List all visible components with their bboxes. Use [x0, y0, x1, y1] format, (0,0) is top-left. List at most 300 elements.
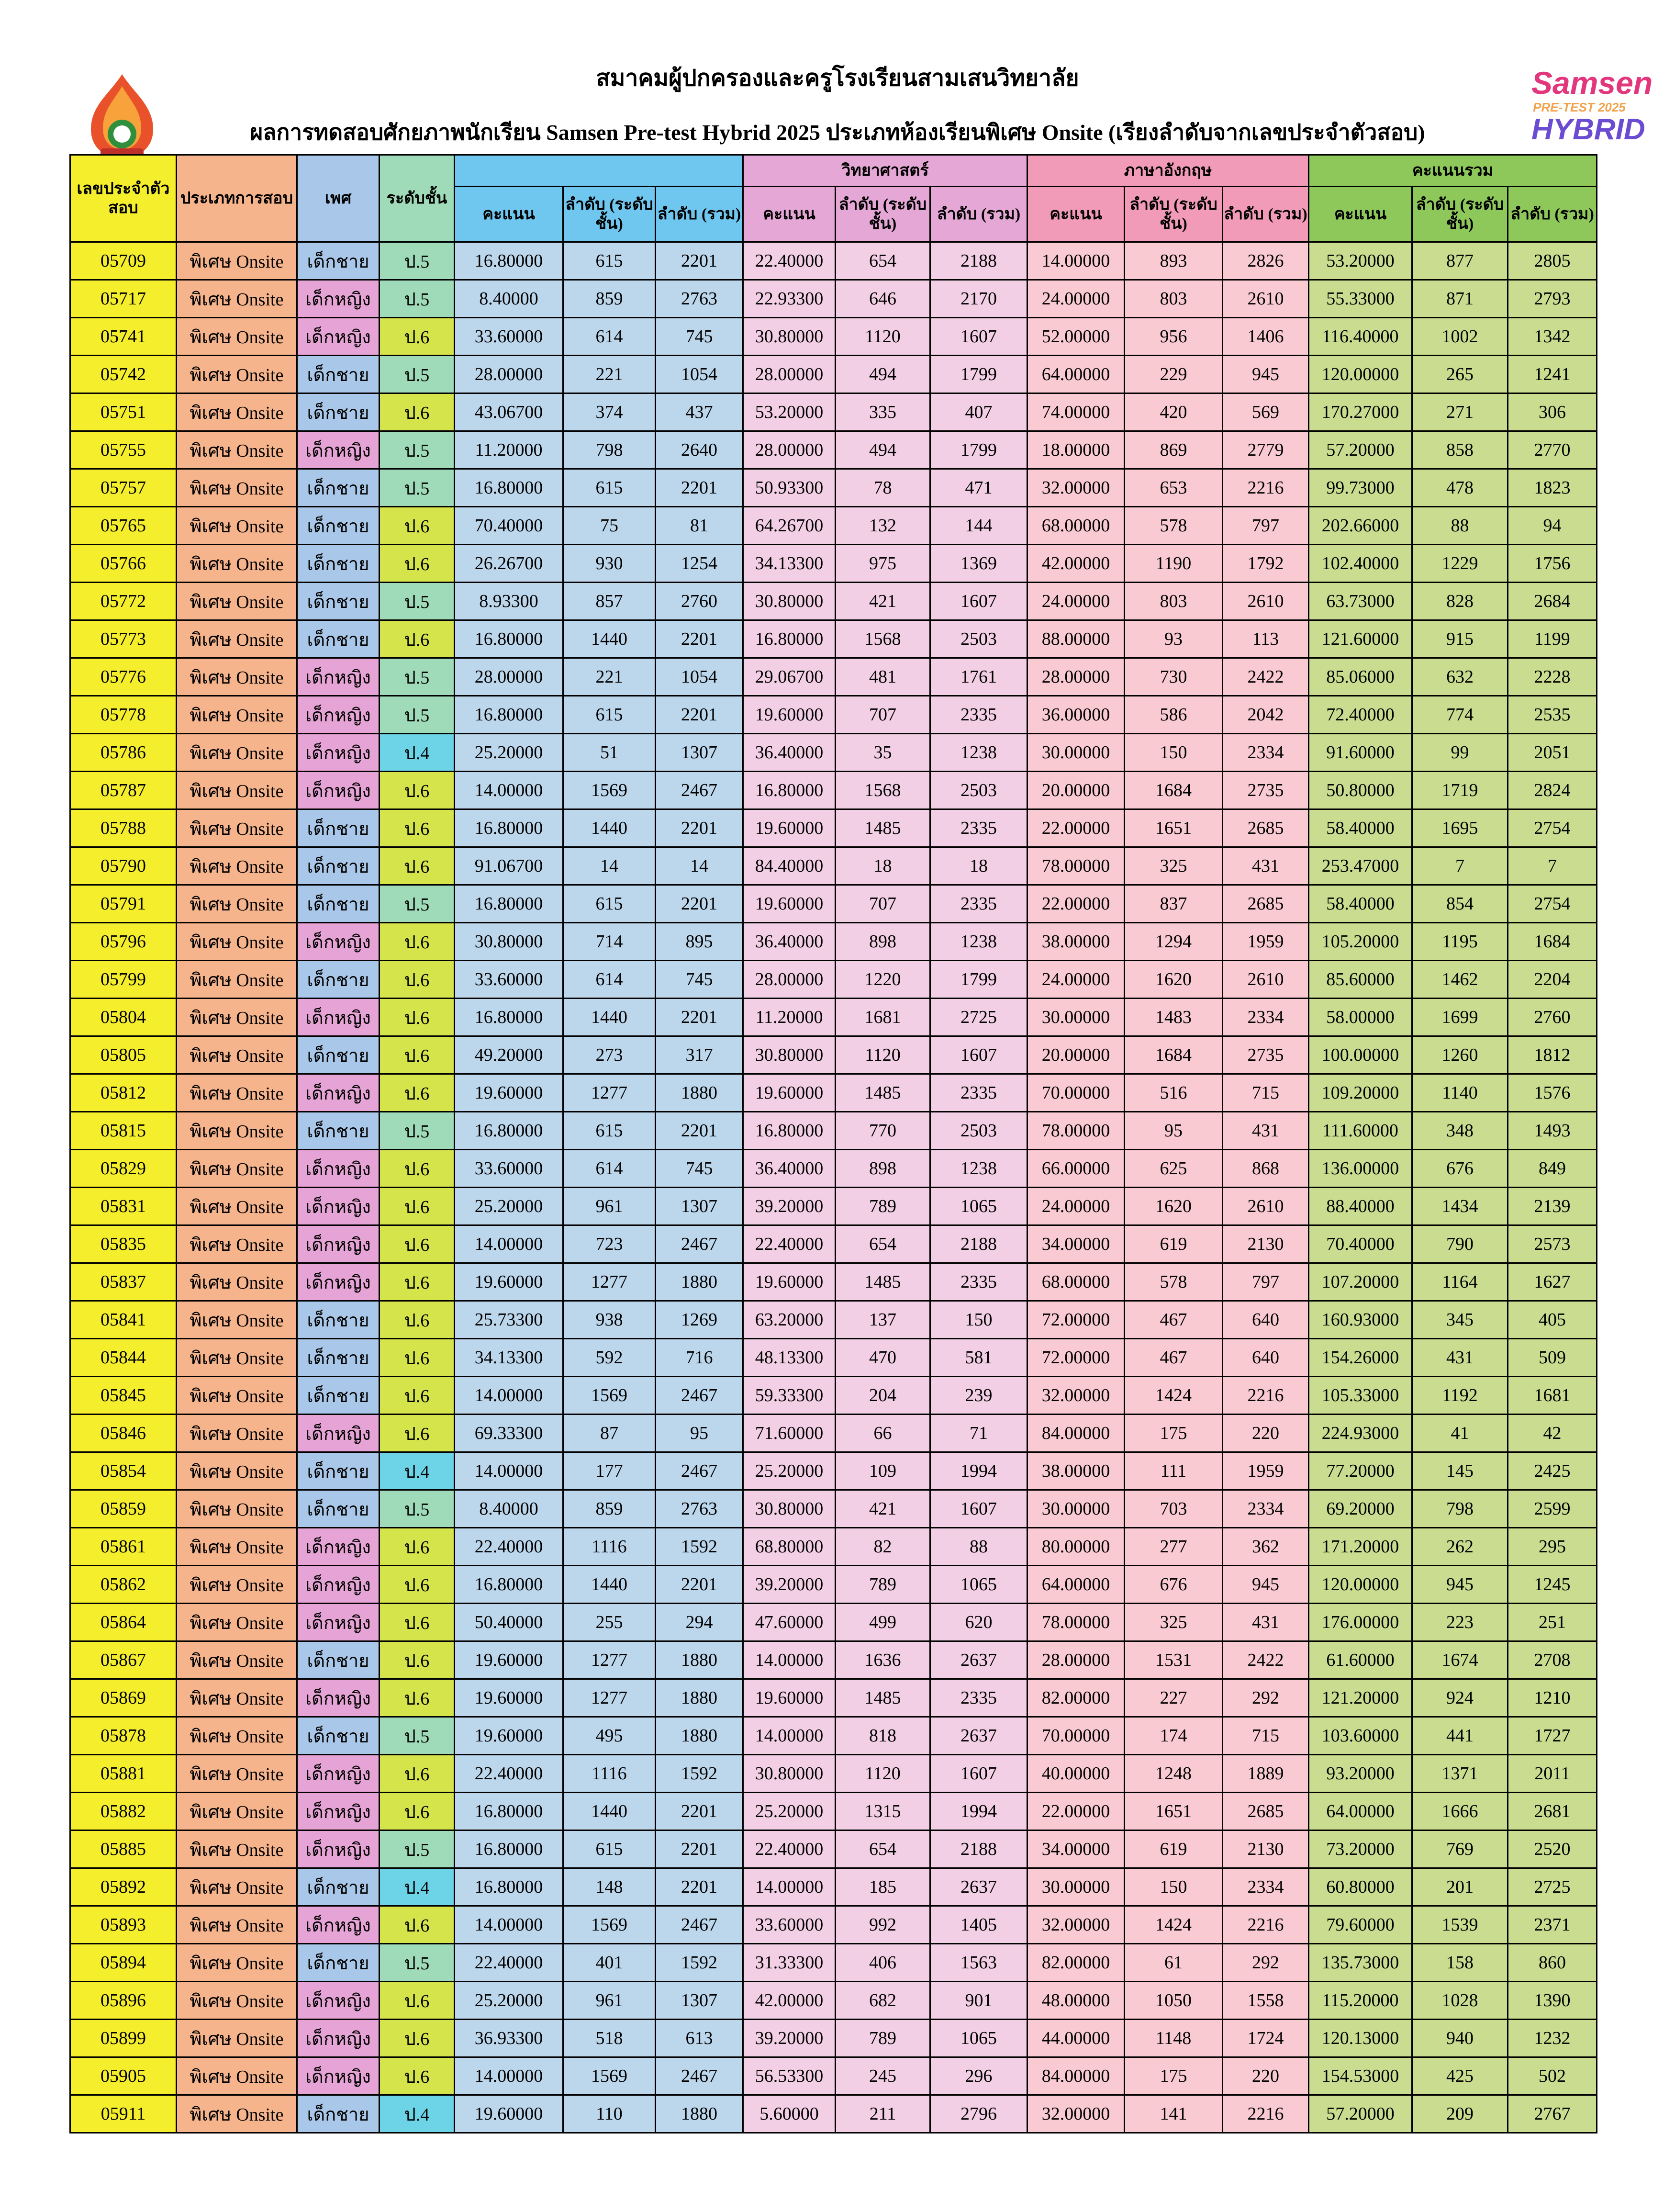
cell-science-score: 22.40000 — [743, 242, 836, 280]
cell-science-rank-total: 2503 — [930, 772, 1027, 809]
cell-exam-type: พิเศษ Onsite — [177, 1641, 297, 1679]
cell-gender: เด็กชาย — [297, 1641, 380, 1679]
cell-total-rank-total: 2805 — [1508, 242, 1597, 280]
cell-science-rank-total: 71 — [930, 1415, 1027, 1452]
cell-science-rank-total: 2335 — [930, 885, 1027, 923]
cell-total-score: 55.33000 — [1309, 280, 1412, 318]
header-science-rank-total: ลำดับ (รวม) — [930, 187, 1027, 242]
cell-science-rank-total: 239 — [930, 1377, 1027, 1415]
cell-total-rank-level: 1371 — [1412, 1755, 1508, 1793]
cell-math-rank-total: 2201 — [656, 696, 743, 734]
cell-english-rank-total: 292 — [1223, 1944, 1309, 1982]
cell-total-rank-total: 2204 — [1508, 961, 1597, 999]
cell-math-rank-level: 1440 — [563, 999, 656, 1036]
cell-science-score: 19.60000 — [743, 696, 836, 734]
cell-total-rank-level: 209 — [1412, 2095, 1508, 2133]
header-gender: เพศ — [297, 155, 380, 242]
cell-math-rank-total: 2763 — [656, 280, 743, 318]
cell-science-rank-level: 421 — [836, 583, 930, 620]
cell-total-rank-total: 1576 — [1508, 1074, 1597, 1112]
cell-gender: เด็กชาย — [297, 620, 380, 658]
cell-math-rank-total: 2467 — [656, 1452, 743, 1490]
cell-total-rank-level: 877 — [1412, 242, 1508, 280]
cell-math-rank-total: 2201 — [656, 999, 743, 1036]
cell-total-rank-level: 1539 — [1412, 1906, 1508, 1944]
cell-science-rank-level: 66 — [836, 1415, 930, 1452]
cell-total-score: 73.20000 — [1309, 1830, 1412, 1868]
cell-math-rank-level: 714 — [563, 923, 656, 961]
cell-total-rank-level: 425 — [1412, 2057, 1508, 2095]
cell-level: ป.6 — [380, 2057, 455, 2095]
cell-math-score: 16.80000 — [455, 242, 563, 280]
cell-science-score: 47.60000 — [743, 1604, 836, 1641]
cell-total-rank-total: 849 — [1508, 1150, 1597, 1188]
cell-total-rank-level: 1699 — [1412, 999, 1508, 1036]
header-level: ระดับชั้น — [380, 155, 455, 242]
cell-english-score: 32.00000 — [1027, 1906, 1125, 1944]
cell-gender: เด็กชาย — [297, 1339, 380, 1377]
cell-exam-id: 05861 — [70, 1528, 177, 1566]
cell-exam-id: 05766 — [70, 545, 177, 583]
cell-english-score: 70.00000 — [1027, 1717, 1125, 1755]
table-row — [70, 1452, 1597, 1490]
cell-total-rank-level: 798 — [1412, 1490, 1508, 1528]
cell-level: ป.5 — [380, 885, 455, 923]
cell-math-score: 8.40000 — [455, 1490, 563, 1528]
cell-gender: เด็กหญิง — [297, 2020, 380, 2057]
cell-math-score: 16.80000 — [455, 620, 563, 658]
cell-english-rank-level: 175 — [1125, 1415, 1223, 1452]
cell-exam-id: 05867 — [70, 1641, 177, 1679]
cell-total-rank-level: 676 — [1412, 1150, 1508, 1188]
cell-exam-id: 05787 — [70, 772, 177, 809]
cell-science-score: 63.20000 — [743, 1301, 836, 1339]
cell-total-score: 60.80000 — [1309, 1868, 1412, 1906]
cell-english-rank-level: 1651 — [1125, 809, 1223, 847]
table-row — [70, 1755, 1597, 1793]
cell-total-rank-total: 502 — [1508, 2057, 1597, 2095]
cell-total-score: 120.00000 — [1309, 1566, 1412, 1604]
cell-english-score: 70.00000 — [1027, 1074, 1125, 1112]
cell-total-score: 120.00000 — [1309, 356, 1412, 393]
cell-level: ป.5 — [380, 242, 455, 280]
logo-line-pretest: PRE-TEST 2025 — [1533, 100, 1626, 114]
cell-exam-type: พิเศษ Onsite — [177, 1604, 297, 1641]
cell-english-rank-level: 1424 — [1125, 1377, 1223, 1415]
cell-exam-type: พิเศษ Onsite — [177, 1225, 297, 1263]
cell-exam-type: พิเศษ Onsite — [177, 1868, 297, 1906]
cell-science-score: 25.20000 — [743, 1452, 836, 1490]
cell-gender: เด็กชาย — [297, 1490, 380, 1528]
cell-math-rank-total: 1880 — [656, 1717, 743, 1755]
header-total-rank-total: ลำดับ (รวม) — [1508, 187, 1597, 242]
cell-math-rank-total: 745 — [656, 961, 743, 999]
cell-science-rank-level: 1220 — [836, 961, 930, 999]
cell-total-rank-total: 2754 — [1508, 885, 1597, 923]
cell-science-rank-total: 2796 — [930, 2095, 1027, 2133]
cell-math-score: 14.00000 — [455, 1906, 563, 1944]
header-exam-type: ประเภทการสอบ — [177, 155, 297, 242]
page-header — [0, 0, 1675, 153]
cell-exam-id: 05893 — [70, 1906, 177, 1944]
cell-science-rank-total: 1607 — [930, 1490, 1027, 1528]
cell-math-rank-total: 2467 — [656, 1906, 743, 1944]
cell-science-rank-total: 1238 — [930, 734, 1027, 772]
cell-level: ป.5 — [380, 583, 455, 620]
cell-exam-id: 05899 — [70, 2020, 177, 2057]
cell-english-rank-total: 2685 — [1223, 1793, 1309, 1830]
cell-english-score: 72.00000 — [1027, 1339, 1125, 1377]
cell-english-rank-total: 2685 — [1223, 809, 1309, 847]
cell-exam-type: พิเศษ Onsite — [177, 1263, 297, 1301]
cell-total-rank-level: 348 — [1412, 1112, 1508, 1150]
cell-math-rank-level: 615 — [563, 1830, 656, 1868]
cell-english-rank-total: 2042 — [1223, 696, 1309, 734]
cell-math-score: 33.60000 — [455, 961, 563, 999]
cell-total-rank-level: 201 — [1412, 1868, 1508, 1906]
cell-english-rank-level: 1294 — [1125, 923, 1223, 961]
table-row — [70, 1490, 1597, 1528]
cell-science-rank-total: 1761 — [930, 658, 1027, 696]
cell-math-rank-level: 1440 — [563, 809, 656, 847]
cell-english-rank-total: 797 — [1223, 507, 1309, 545]
cell-math-rank-level: 1569 — [563, 1377, 656, 1415]
cell-exam-id: 05786 — [70, 734, 177, 772]
cell-math-rank-total: 745 — [656, 1150, 743, 1188]
cell-english-rank-level: 150 — [1125, 734, 1223, 772]
cell-exam-id: 05776 — [70, 658, 177, 696]
cell-english-rank-level: 1620 — [1125, 961, 1223, 999]
cell-exam-type: พิเศษ Onsite — [177, 961, 297, 999]
cell-total-rank-level: 1192 — [1412, 1377, 1508, 1415]
cell-total-score: 72.40000 — [1309, 696, 1412, 734]
cell-level: ป.6 — [380, 809, 455, 847]
cell-math-score: 16.80000 — [455, 1112, 563, 1150]
cell-math-score: 22.40000 — [455, 1944, 563, 1982]
cell-english-rank-total: 2130 — [1223, 1225, 1309, 1263]
cell-exam-id: 05894 — [70, 1944, 177, 1982]
cell-math-score: 16.80000 — [455, 809, 563, 847]
cell-english-score: 84.00000 — [1027, 2057, 1125, 2095]
cell-level: ป.6 — [380, 1528, 455, 1566]
cell-total-rank-total: 1812 — [1508, 1036, 1597, 1074]
cell-math-score: 34.13300 — [455, 1339, 563, 1377]
cell-total-score: 154.26000 — [1309, 1339, 1412, 1377]
cell-english-rank-total: 1406 — [1223, 318, 1309, 356]
cell-exam-type: พิเศษ Onsite — [177, 620, 297, 658]
cell-science-score: 30.80000 — [743, 1036, 836, 1074]
cell-total-rank-total: 2228 — [1508, 658, 1597, 696]
cell-total-rank-level: 790 — [1412, 1225, 1508, 1263]
cell-total-rank-total: 295 — [1508, 1528, 1597, 1566]
cell-level: ป.4 — [380, 1868, 455, 1906]
cell-science-score: 30.80000 — [743, 583, 836, 620]
cell-science-rank-level: 707 — [836, 885, 930, 923]
cell-exam-type: พิเศษ Onsite — [177, 1452, 297, 1490]
cell-math-rank-level: 592 — [563, 1339, 656, 1377]
cell-english-rank-total: 2334 — [1223, 1868, 1309, 1906]
cell-science-score: 25.20000 — [743, 1793, 836, 1830]
cell-total-rank-level: 1666 — [1412, 1793, 1508, 1830]
cell-science-score: 19.60000 — [743, 1074, 836, 1112]
cell-english-rank-total: 715 — [1223, 1074, 1309, 1112]
cell-math-score: 14.00000 — [455, 1225, 563, 1263]
cell-math-score: 14.00000 — [455, 772, 563, 809]
cell-math-score: 19.60000 — [455, 1641, 563, 1679]
cell-english-score: 82.00000 — [1027, 1679, 1125, 1717]
cell-science-rank-level: 1315 — [836, 1793, 930, 1830]
header-science-group: วิทยาศาสตร์ — [743, 155, 1027, 187]
table-row — [70, 1150, 1597, 1188]
cell-gender: เด็กหญิง — [297, 923, 380, 961]
cell-level: ป.6 — [380, 999, 455, 1036]
cell-math-rank-total: 2760 — [656, 583, 743, 620]
cell-exam-type: พิเศษ Onsite — [177, 1112, 297, 1150]
cell-math-rank-total: 2763 — [656, 1490, 743, 1528]
cell-total-rank-total: 860 — [1508, 1944, 1597, 1982]
cell-math-rank-level: 14 — [563, 847, 656, 885]
cell-english-score: 14.00000 — [1027, 242, 1125, 280]
cell-english-score: 34.00000 — [1027, 1830, 1125, 1868]
cell-math-score: 28.00000 — [455, 356, 563, 393]
cell-exam-id: 05796 — [70, 923, 177, 961]
cell-english-score: 72.00000 — [1027, 1301, 1125, 1339]
cell-total-rank-level: 262 — [1412, 1528, 1508, 1566]
table-row — [70, 1566, 1597, 1604]
cell-exam-type: พิเศษ Onsite — [177, 1982, 297, 2020]
cell-science-score: 19.60000 — [743, 1679, 836, 1717]
logo-line-hybrid: HYBRID — [1531, 113, 1645, 146]
cell-level: ป.5 — [380, 1490, 455, 1528]
header-english-rank-level: ลำดับ (ระดับชั้น) — [1125, 187, 1223, 242]
table-row — [70, 1263, 1597, 1301]
cell-math-rank-level: 614 — [563, 318, 656, 356]
cell-english-rank-level: 420 — [1125, 393, 1223, 431]
table-row — [70, 847, 1597, 885]
cell-math-rank-level: 273 — [563, 1036, 656, 1074]
cell-total-score: 103.60000 — [1309, 1717, 1412, 1755]
cell-science-rank-level: 82 — [836, 1528, 930, 1566]
cell-total-score: 91.60000 — [1309, 734, 1412, 772]
cell-total-score: 58.00000 — [1309, 999, 1412, 1036]
table-row — [70, 1793, 1597, 1830]
cell-english-rank-level: 174 — [1125, 1717, 1223, 1755]
cell-math-score: 19.60000 — [455, 1679, 563, 1717]
cell-english-rank-level: 586 — [1125, 696, 1223, 734]
cell-total-rank-total: 2599 — [1508, 1490, 1597, 1528]
cell-english-rank-total: 2334 — [1223, 734, 1309, 772]
cell-math-score: 16.80000 — [455, 999, 563, 1036]
table-row — [70, 1339, 1597, 1377]
cell-level: ป.5 — [380, 469, 455, 507]
cell-exam-id: 05799 — [70, 961, 177, 999]
cell-exam-id: 05878 — [70, 1717, 177, 1755]
cell-math-rank-total: 613 — [656, 2020, 743, 2057]
cell-exam-id: 05742 — [70, 356, 177, 393]
cell-exam-type: พิเศษ Onsite — [177, 1717, 297, 1755]
cell-english-rank-level: 175 — [1125, 2057, 1223, 2095]
cell-science-rank-total: 2725 — [930, 999, 1027, 1036]
cell-english-rank-level: 277 — [1125, 1528, 1223, 1566]
cell-english-score: 18.00000 — [1027, 431, 1125, 469]
cell-exam-type: พิเศษ Onsite — [177, 734, 297, 772]
cell-total-rank-level: 441 — [1412, 1717, 1508, 1755]
cell-science-rank-total: 1405 — [930, 1906, 1027, 1944]
cell-science-rank-total: 2335 — [930, 1263, 1027, 1301]
cell-science-rank-total: 1607 — [930, 1755, 1027, 1793]
cell-science-rank-level: 789 — [836, 1188, 930, 1225]
cell-gender: เด็กหญิง — [297, 1150, 380, 1188]
cell-science-score: 50.93300 — [743, 469, 836, 507]
table-row — [70, 2057, 1597, 2095]
cell-math-rank-level: 374 — [563, 393, 656, 431]
cell-math-score: 33.60000 — [455, 1150, 563, 1188]
table-row — [70, 1377, 1597, 1415]
cell-gender: เด็กชาย — [297, 545, 380, 583]
cell-total-score: 109.20000 — [1309, 1074, 1412, 1112]
cell-math-score: 14.00000 — [455, 1452, 563, 1490]
cell-total-score: 61.60000 — [1309, 1641, 1412, 1679]
cell-level: ป.6 — [380, 1906, 455, 1944]
cell-math-rank-level: 961 — [563, 1982, 656, 2020]
header-math-score: คะแนน — [455, 187, 563, 242]
cell-math-score: 91.06700 — [455, 847, 563, 885]
cell-total-rank-total: 1727 — [1508, 1717, 1597, 1755]
cell-total-rank-level: 1462 — [1412, 961, 1508, 999]
cell-science-rank-total: 18 — [930, 847, 1027, 885]
cell-english-rank-total: 945 — [1223, 356, 1309, 393]
cell-science-rank-level: 898 — [836, 923, 930, 961]
cell-english-score: 40.00000 — [1027, 1755, 1125, 1793]
cell-math-rank-level: 615 — [563, 1112, 656, 1150]
table-row — [70, 885, 1597, 923]
cell-total-rank-level: 431 — [1412, 1339, 1508, 1377]
cell-science-rank-total: 1607 — [930, 318, 1027, 356]
cell-total-score: 58.40000 — [1309, 885, 1412, 923]
cell-total-score: 69.20000 — [1309, 1490, 1412, 1528]
cell-science-rank-total: 1994 — [930, 1793, 1027, 1830]
cell-science-rank-level: 654 — [836, 242, 930, 280]
cell-math-rank-total: 2201 — [656, 242, 743, 280]
cell-exam-id: 05791 — [70, 885, 177, 923]
cell-total-rank-level: 1229 — [1412, 545, 1508, 583]
cell-total-score: 121.60000 — [1309, 620, 1412, 658]
cell-english-score: 78.00000 — [1027, 1604, 1125, 1641]
cell-exam-type: พิเศษ Onsite — [177, 772, 297, 809]
cell-science-rank-level: 1485 — [836, 809, 930, 847]
cell-math-score: 19.60000 — [455, 1263, 563, 1301]
cell-science-rank-level: 1120 — [836, 318, 930, 356]
cell-exam-id: 05751 — [70, 393, 177, 431]
cell-exam-id: 05815 — [70, 1112, 177, 1150]
cell-math-rank-total: 81 — [656, 507, 743, 545]
header-english-score: คะแนน — [1027, 187, 1125, 242]
cell-total-rank-total: 2793 — [1508, 280, 1597, 318]
cell-exam-id: 05765 — [70, 507, 177, 545]
cell-science-rank-level: 18 — [836, 847, 930, 885]
cell-math-score: 16.80000 — [455, 1793, 563, 1830]
table-row — [70, 620, 1597, 658]
cell-math-rank-level: 798 — [563, 431, 656, 469]
table-row — [70, 469, 1597, 507]
cell-exam-id: 05845 — [70, 1377, 177, 1415]
cell-science-rank-total: 1065 — [930, 2020, 1027, 2057]
cell-english-rank-total: 2610 — [1223, 1188, 1309, 1225]
cell-level: ป.6 — [380, 961, 455, 999]
cell-level: ป.5 — [380, 1112, 455, 1150]
cell-exam-type: พิเศษ Onsite — [177, 1830, 297, 1868]
cell-english-rank-total: 431 — [1223, 847, 1309, 885]
table-row — [70, 1074, 1597, 1112]
cell-english-rank-level: 956 — [1125, 318, 1223, 356]
cell-level: ป.5 — [380, 280, 455, 318]
header-total-group: คะแนนรวม — [1309, 155, 1597, 187]
cell-total-rank-level: 1719 — [1412, 772, 1508, 809]
cell-exam-type: พิเศษ Onsite — [177, 2095, 297, 2133]
table-row — [70, 734, 1597, 772]
cell-science-rank-total: 2188 — [930, 1830, 1027, 1868]
cell-english-rank-level: 1148 — [1125, 2020, 1223, 2057]
cell-level: ป.4 — [380, 734, 455, 772]
cell-math-rank-level: 1440 — [563, 1566, 656, 1604]
cell-science-rank-total: 2335 — [930, 1679, 1027, 1717]
cell-english-score: 84.00000 — [1027, 1415, 1125, 1452]
cell-english-rank-level: 467 — [1125, 1301, 1223, 1339]
cell-science-score: 64.26700 — [743, 507, 836, 545]
cell-math-rank-level: 148 — [563, 1868, 656, 1906]
cell-level: ป.6 — [380, 1263, 455, 1301]
cell-english-rank-total: 2735 — [1223, 1036, 1309, 1074]
cell-english-rank-total: 715 — [1223, 1717, 1309, 1755]
cell-gender: เด็กชาย — [297, 1112, 380, 1150]
cell-english-rank-level: 869 — [1125, 431, 1223, 469]
cell-english-rank-level: 837 — [1125, 885, 1223, 923]
cell-science-score: 22.40000 — [743, 1830, 836, 1868]
cell-gender: เด็กหญิง — [297, 1074, 380, 1112]
cell-gender: เด็กชาย — [297, 356, 380, 393]
cell-english-score: 78.00000 — [1027, 1112, 1125, 1150]
cell-math-rank-total: 2201 — [656, 885, 743, 923]
cell-gender: เด็กชาย — [297, 1036, 380, 1074]
cell-science-rank-total: 150 — [930, 1301, 1027, 1339]
cell-gender: เด็กหญิง — [297, 1679, 380, 1717]
cell-math-rank-level: 1569 — [563, 2057, 656, 2095]
cell-total-rank-total: 1681 — [1508, 1377, 1597, 1415]
table-row — [70, 2095, 1597, 2133]
cell-exam-id: 05717 — [70, 280, 177, 318]
cell-english-score: 32.00000 — [1027, 1377, 1125, 1415]
cell-science-rank-total: 2637 — [930, 1641, 1027, 1679]
cell-english-score: 38.00000 — [1027, 1452, 1125, 1490]
cell-english-rank-total: 2216 — [1223, 1906, 1309, 1944]
cell-science-rank-level: 975 — [836, 545, 930, 583]
cell-math-rank-level: 51 — [563, 734, 656, 772]
cell-level: ป.6 — [380, 1225, 455, 1263]
cell-english-rank-total: 868 — [1223, 1150, 1309, 1188]
table-row — [70, 1906, 1597, 1944]
cell-science-rank-level: 499 — [836, 1604, 930, 1641]
cell-english-rank-total: 220 — [1223, 1415, 1309, 1452]
cell-total-score: 121.20000 — [1309, 1679, 1412, 1717]
cell-english-rank-total: 1792 — [1223, 545, 1309, 583]
cell-english-rank-level: 1620 — [1125, 1188, 1223, 1225]
cell-exam-id: 05892 — [70, 1868, 177, 1906]
cell-total-rank-total: 2371 — [1508, 1906, 1597, 1944]
cell-level: ป.4 — [380, 2095, 455, 2133]
cell-english-score: 82.00000 — [1027, 1944, 1125, 1982]
cell-level: ป.6 — [380, 545, 455, 583]
cell-gender: เด็กหญิง — [297, 1830, 380, 1868]
